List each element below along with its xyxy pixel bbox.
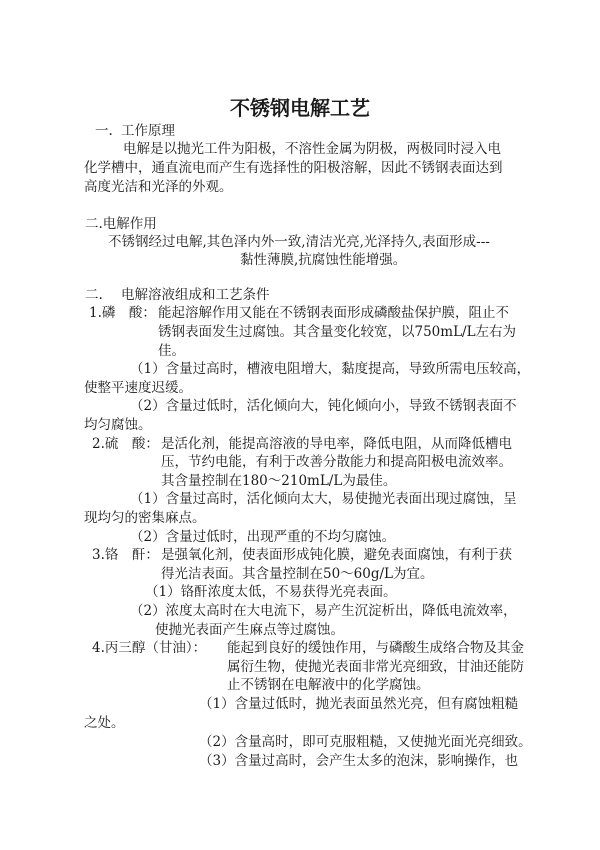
item-3-desc-line: 得光洁表面。其含量控制在50～60g/L为宜。 bbox=[161, 566, 434, 582]
item-3-note-line: 使抛光表面产生麻点等过腐蚀。 bbox=[155, 622, 344, 638]
item-1-note-line: （2）含量过低时，活化倾向大，钝化倾向小，导致不锈钢表面不 bbox=[130, 398, 517, 414]
document-title: 不锈钢电解工艺 bbox=[230, 96, 370, 120]
item-4-note-line: （1）含量过低时，抛光表面虽然光亮，但有腐蚀粗糙 bbox=[199, 696, 519, 712]
item-2-desc-line: 其含量控制在180～210mL/L为最佳。 bbox=[161, 473, 397, 489]
item-1-note-line: 均匀腐蚀。 bbox=[84, 417, 152, 433]
item-4-desc-line: 止不锈钢在电解液中的化学腐蚀。 bbox=[227, 677, 430, 693]
section-1-paragraph-line: 电解是以抛光工件为阳极，不溶性金属为阴极，两极同时浸入电 bbox=[123, 141, 501, 157]
item-3-label: 3.铬 酐： bbox=[92, 547, 159, 563]
section-1-paragraph-line: 高度光洁和光泽的外观。 bbox=[84, 179, 233, 195]
item-3-desc-line: 是强氧化剂，使表面形成钝化膜，避免表面腐蚀，有利于获 bbox=[161, 547, 512, 563]
item-4-label: 4.丙三醇（甘油）： bbox=[92, 640, 207, 656]
item-1-desc-line: 能起溶解作用又能在不锈钢表面形成磷酸盐保护膜，阻止不 bbox=[158, 305, 509, 321]
section-1-heading: 工作原理 bbox=[121, 123, 175, 139]
item-4-desc-line: 属衍生物，使抛光表面非常光亮细致，甘油还能防 bbox=[227, 659, 524, 675]
item-2-desc-line: 是活化剂，能提高溶液的导电率，降低电阻，从而降低槽电 bbox=[161, 436, 512, 452]
item-4-note-line: （2）含量高时，即可克服粗糙，又使抛光面光亮细致。 bbox=[199, 734, 532, 750]
item-2-note-line: （1）含量过高时，活化倾向太大，易使抛光表面出现过腐蚀，呈 bbox=[130, 491, 517, 507]
item-1-desc-line: 锈钢表面发生过腐蚀。其含量变化较宽，以750mL/L左右为 bbox=[158, 324, 517, 340]
section-2-paragraph-line: 黏性薄膜,抗腐蚀性能增强。 bbox=[240, 252, 407, 268]
item-3-note-line: （2）浓度太高时在大电流下，易产生沉淀析出，降低电流效率， bbox=[130, 603, 517, 619]
section-3-number: 二. bbox=[85, 287, 103, 303]
item-4-desc-line: 能起到良好的缓蚀作用，与磷酸生成络合物及其金 bbox=[227, 640, 524, 656]
item-4-note-line: （3）含量过高时，会产生太多的泡沫，影响操作，也 bbox=[199, 753, 519, 769]
section-2-paragraph-line: 不锈钢经过电解,其色泽内外一致,清洁光亮,光泽持久,表面形成--- bbox=[108, 234, 490, 250]
section-1-number: 一. bbox=[95, 123, 113, 139]
item-3-note-line: （1）铬酐浓度太低，不易获得光亮表面。 bbox=[145, 584, 397, 600]
section-1-paragraph-line: 化学槽中，通直流电而产生有选择性的阳极溶解，因此不锈钢表面达到 bbox=[84, 160, 503, 176]
section-2-heading: 二.电解作用 bbox=[85, 216, 157, 232]
item-2-note-line: （2）含量过低时，出现严重的不均匀腐蚀。 bbox=[130, 529, 396, 545]
item-1-desc-line: 佳。 bbox=[158, 343, 185, 359]
item-4-note-line: 之处。 bbox=[84, 715, 125, 731]
item-2-label: 2.硫 酸： bbox=[92, 436, 159, 452]
item-2-note-line: 现均匀的密集麻点。 bbox=[84, 510, 206, 526]
item-2-desc-line: 压，节约电能，有利于改善分散能力和提高阳极电流效率。 bbox=[161, 454, 512, 470]
item-1-label: 1.磷 酸： bbox=[89, 305, 156, 321]
item-1-note-line: 使整平速度迟缓。 bbox=[84, 380, 192, 396]
item-1-note-line: （1）含量过高时，槽液电阻增大，黏度提高，导致所需电压较高， bbox=[130, 361, 531, 377]
section-3-heading: 电解溶液组成和工艺条件 bbox=[121, 287, 270, 303]
